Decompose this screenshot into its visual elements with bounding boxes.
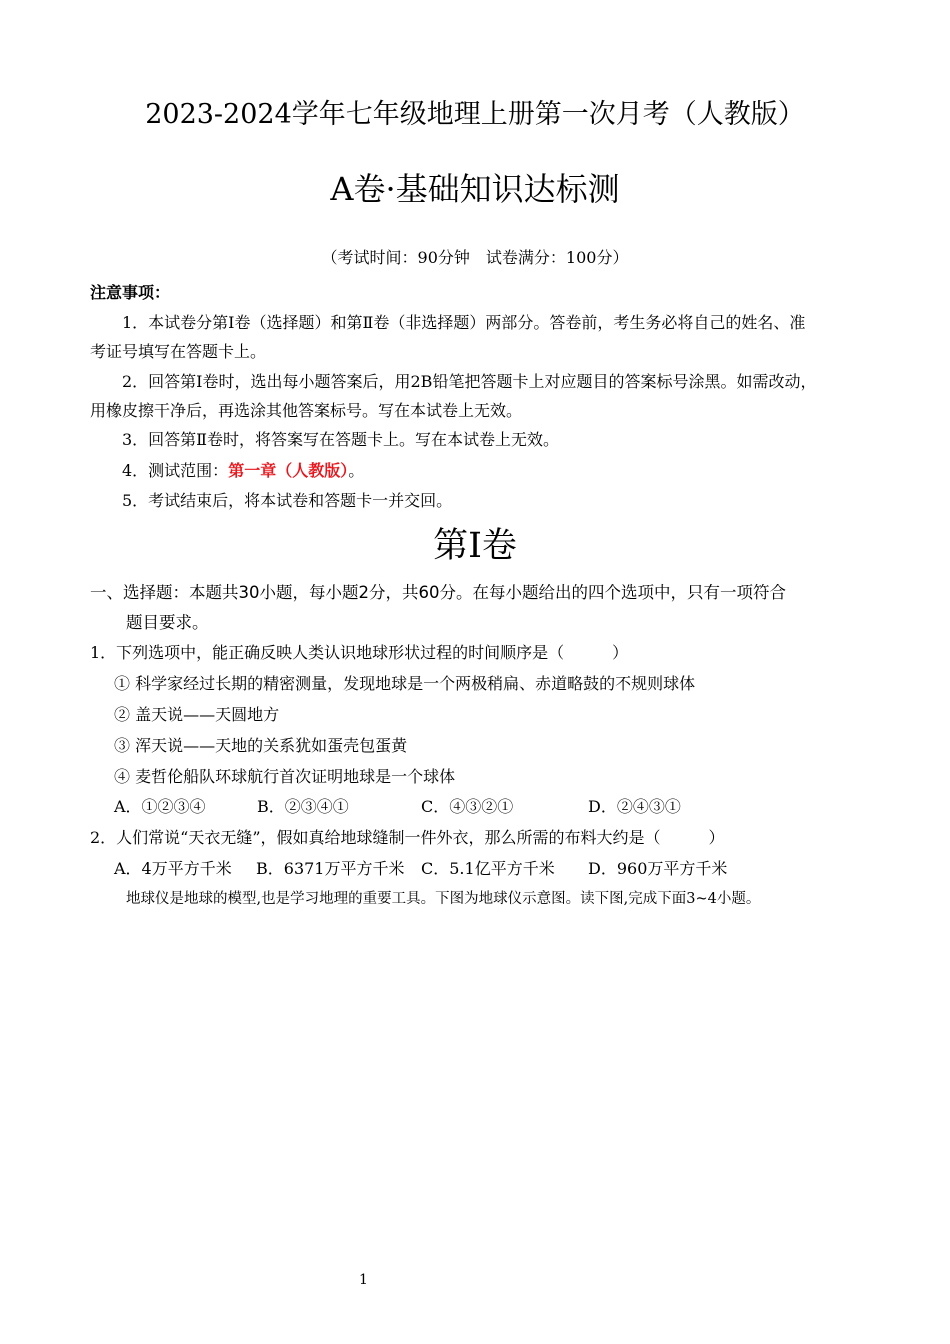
section-heading-line-2: 题目要求。	[126, 613, 209, 632]
question-1-option-a: A．①②③④	[114, 797, 206, 816]
question-2-option-b: B．6371万平方千米	[256, 859, 405, 878]
question-1-option-c: C．④③②①	[421, 797, 514, 816]
test-scope-highlight: 第一章（人教版）	[228, 461, 349, 480]
notice-item-4-prefix: 4．测试范围：	[122, 461, 229, 480]
question-1-stem: 1．下列选项中，能正确反映人类认识地球形状过程的时间顺序是（ ）	[90, 643, 629, 662]
notice-item-1-line-1: 1．本试卷分第Ⅰ卷（选择题）和第Ⅱ卷（非选择题）两部分。答卷前，考生务必将自己的姓名、准	[122, 313, 806, 332]
question-2-option-a: A．4万平方千米	[114, 859, 232, 878]
page-number: 1	[359, 1272, 368, 1288]
question-2-stem: 2．人们常说“天衣无缝”，假如真给地球缝制一件外衣，那么所需的布料大约是（ ）	[90, 828, 725, 847]
question-1-option-d: D．②④③①	[588, 797, 681, 816]
question-1-statement-4: ④ 麦哲伦船队环球航行首次证明地球是一个球体	[114, 767, 456, 786]
notice-heading: 注意事项：	[90, 283, 171, 302]
notice-item-4	[122, 458, 364, 481]
exam-title: 2023-2024学年七年级地理上册第一次月考（人教版）	[145, 99, 805, 130]
exam-time-score-info: （考试时间：90分钟 试卷满分：100分）	[321, 248, 629, 267]
question-2-option-d: D．960万平方千米	[588, 859, 728, 878]
questions-3-4-intro: 地球仪是地球的模型,也是学习地理的重要工具。下图为地球仪示意图。读下图,完成下面3~4小题。	[126, 891, 761, 907]
section-heading-line-1: 一、选择题：本题共30小题，每小题2分，共60分。在每小题给出的四个选项中，只有一项符合	[90, 583, 786, 602]
question-1-statement-2: ② 盖天说——天圆地方	[114, 705, 280, 724]
notice-item-5: 5．考试结束后，将本试卷和答题卡一并交回。	[122, 491, 453, 510]
question-1-statement-3: ③ 浑天说——天地的关系犹如蛋壳包蛋黄	[114, 736, 408, 755]
notice-item-3: 3．回答第Ⅱ卷时，将答案写在答题卡上。写在本试卷上无效。	[122, 430, 560, 449]
question-2-option-c: C．5.1亿平方千米	[421, 859, 555, 878]
notice-item-2-line-1: 2．回答第Ⅰ卷时，选出每小题答案后，用2B铅笔把答题卡上对应题目的答案标号涂黑。如需改动，	[122, 372, 817, 391]
volume-title: 第Ⅰ卷	[433, 526, 517, 566]
question-1-statement-1: ① 科学家经过长期的精密测量，发现地球是一个两极稍扁、赤道略鼓的不规则球体	[114, 674, 696, 693]
exam-subtitle: A卷·基础知识达标测	[330, 170, 620, 208]
notice-item-4-suffix: 。	[348, 461, 365, 480]
question-1-option-b: B．②③④①	[257, 797, 349, 816]
notice-item-2-line-2: 用橡皮擦干净后，再选涂其他答案标号。写在本试卷上无效。	[90, 401, 523, 420]
notice-item-1-line-2: 考证号填写在答题卡上。	[90, 342, 267, 361]
